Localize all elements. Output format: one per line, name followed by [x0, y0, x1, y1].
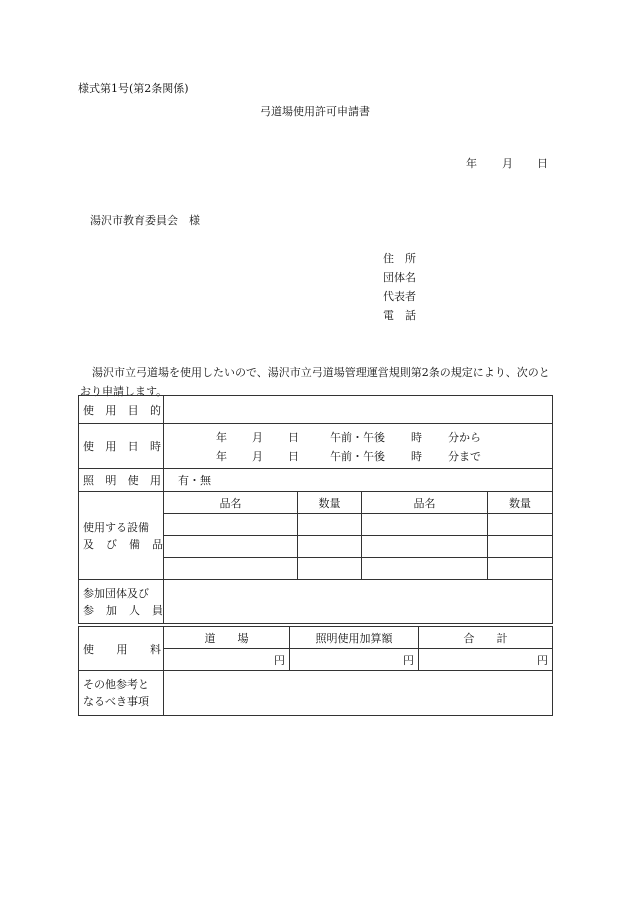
- equipment-qty-cell[interactable]: [298, 514, 362, 536]
- fee-header-total: 合 計: [419, 627, 553, 649]
- fee-header-lighting: 照明使用加算額: [290, 627, 419, 649]
- applicant-address-label: 住 所: [383, 252, 416, 265]
- form-number: 様式第1号(第2条関係): [78, 82, 189, 95]
- datetime-from-line: 年 月 日 午前・午後 時 分から: [216, 430, 481, 444]
- remarks-row: [79, 671, 553, 716]
- participants-field[interactable]: [164, 580, 553, 624]
- remarks-label: その他参考と なるべき事項: [79, 671, 164, 716]
- fee-table: [78, 626, 553, 716]
- purpose-label: 使 用 目 的: [79, 396, 164, 424]
- equipment-item-cell[interactable]: [362, 514, 488, 536]
- datetime-row: [79, 424, 553, 469]
- date-day: 日: [537, 157, 548, 170]
- yen-unit: 円: [403, 653, 414, 667]
- equipment-label: 使用する設備 及 び 備 品: [79, 492, 164, 580]
- yen-unit: 円: [537, 653, 548, 667]
- participants-label: 参加団体及び 参 加 人 員: [79, 580, 164, 624]
- equipment-qty-cell[interactable]: [488, 558, 553, 580]
- purpose-row: [79, 396, 553, 424]
- fee-header-dojo: 道 場: [164, 627, 290, 649]
- applicant-representative-label: 代表者: [383, 290, 416, 303]
- equipment-qty-cell[interactable]: [298, 558, 362, 580]
- equipment-item-cell[interactable]: [362, 558, 488, 580]
- fee-dojo-field[interactable]: [164, 649, 290, 671]
- application-statement: 湯沢市立弓道場を使用したいので、湯沢市立弓道場管理運営規則第2条の規定により、次のとおり申請します。: [80, 366, 550, 398]
- lighting-field[interactable]: [164, 469, 553, 492]
- date-year: 年: [466, 157, 477, 170]
- lighting-label: 照 明 使 用: [79, 469, 164, 492]
- remarks-field[interactable]: [164, 671, 553, 716]
- application-form-table: [78, 395, 553, 624]
- equipment-item-cell[interactable]: [362, 536, 488, 558]
- purpose-field[interactable]: [164, 396, 553, 424]
- equipment-item-cell[interactable]: [164, 536, 298, 558]
- equipment-qty-cell[interactable]: [488, 514, 553, 536]
- datetime-label: 使 用 日 時: [79, 424, 164, 469]
- equipment-header-item-2: 品名: [362, 492, 488, 514]
- fee-header-row: [79, 627, 553, 649]
- addressee: 湯沢市教育委員会 様: [90, 214, 200, 227]
- applicant-group-label: 団体名: [383, 271, 416, 284]
- date-month: 月: [502, 157, 513, 170]
- lighting-row: [79, 469, 553, 492]
- fee-label: 使 用 料: [79, 627, 164, 671]
- fee-lighting-field[interactable]: [290, 649, 419, 671]
- equipment-qty-cell[interactable]: [298, 536, 362, 558]
- equipment-header-row: [79, 492, 553, 514]
- equipment-header-item-1: 品名: [164, 492, 298, 514]
- participants-row: [79, 580, 553, 624]
- equipment-header-qty-1: 数量: [298, 492, 362, 514]
- datetime-to-line: 年 月 日 午前・午後 時 分まで: [216, 449, 481, 463]
- fee-total-field[interactable]: [419, 649, 553, 671]
- equipment-item-cell[interactable]: [164, 514, 298, 536]
- applicant-phone-label: 電 話: [383, 309, 416, 322]
- equipment-header-qty-2: 数量: [488, 492, 553, 514]
- datetime-field[interactable]: [164, 424, 553, 469]
- lighting-value: 有・無: [178, 474, 211, 487]
- yen-unit: 円: [274, 653, 285, 667]
- equipment-qty-cell[interactable]: [488, 536, 553, 558]
- equipment-item-cell[interactable]: [164, 558, 298, 580]
- document-title: 弓道場使用許可申請書: [260, 105, 370, 118]
